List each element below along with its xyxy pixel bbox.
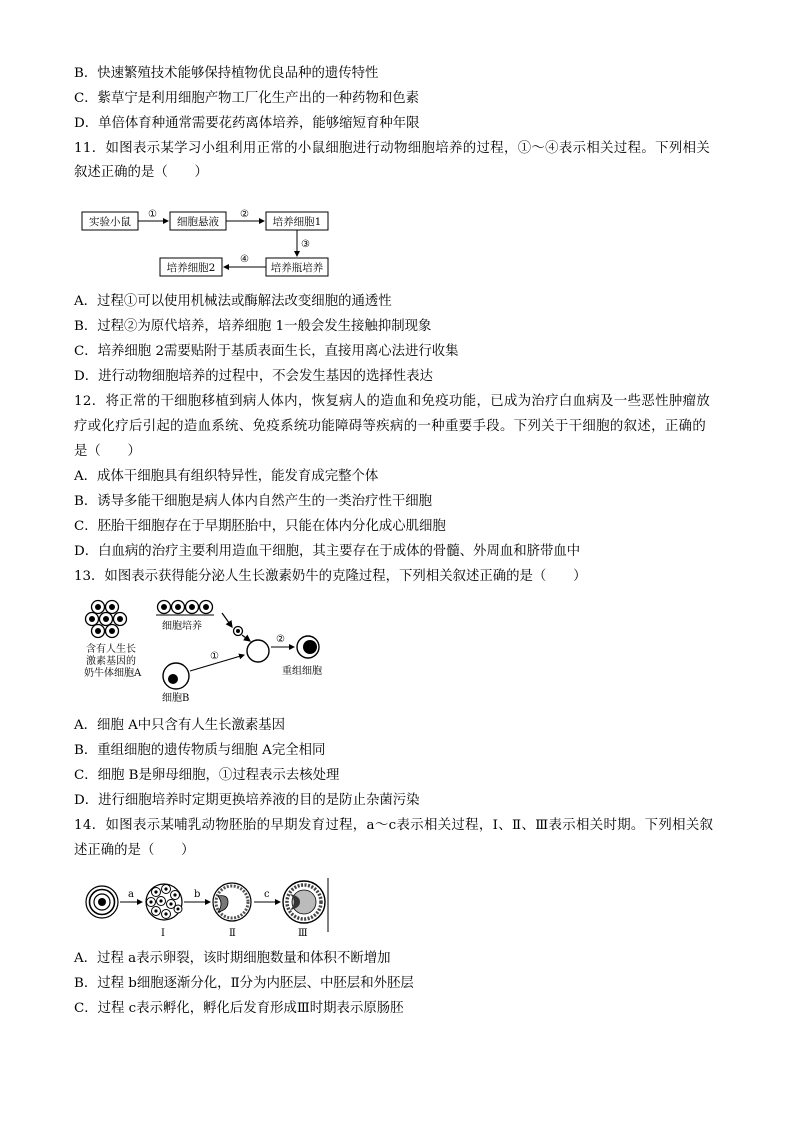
q13-transfer-arrow	[222, 613, 232, 627]
q12-option-a: A．成体干细胞具有组织特异性，能发育成完整个体	[74, 469, 379, 484]
q11-box-culture1-label: 培养细胞1	[272, 216, 322, 228]
q10-option-c: C．紫草宁是利用细胞产物工厂化生产出的一种药物和色素	[74, 91, 420, 106]
q12-stem-line2: 疗或化疗后引起的造血系统、免疫系统功能障碍等疾病的一种重要手段。下列关于干细胞的叙述，正确的	[74, 419, 707, 434]
q13-recombined-nucleus	[303, 640, 317, 654]
q14-gastrula	[283, 881, 325, 923]
q11-figure	[80, 198, 330, 280]
q14-figure	[82, 874, 330, 940]
q13-cell-b-nucleus	[168, 674, 178, 684]
q13-cell-a-label-1: 含有人生长	[86, 644, 136, 655]
q11-step2: ②	[240, 209, 249, 220]
q12-option-b: B．诱导多能干细胞是病人体内自然产生的一类治疗性干细胞	[74, 494, 432, 509]
q14-stage-2: Ⅱ	[229, 928, 236, 939]
q11-option-d: D．进行动物细胞培养的过程中，不会发生基因的选择性表达	[74, 369, 433, 384]
q11-step4: ④	[240, 254, 249, 265]
q13-option-b: B．重组细胞的遗传物质与细胞 A完全相同	[74, 743, 326, 758]
q13-option-d: D．进行细胞培养时定期更换培养液的目的是防止杂菌污染	[74, 793, 420, 808]
q12-option-c: C．胚胎干细胞存在于早期胚胎中，只能在体内分化成心肌细胞	[74, 519, 446, 534]
q13-figure	[82, 597, 330, 707]
q13-donor-nucleus	[236, 629, 240, 633]
q14-stem-line2: 述正确的是（ ）	[74, 843, 195, 858]
q14-stage-3: Ⅲ	[298, 928, 308, 939]
q14-morula	[146, 884, 182, 920]
q13-cell-cluster-a	[86, 601, 127, 638]
q14-option-c: C．过程 c表示孵化，孵化后发育形成Ⅲ时期表示原肠胚	[74, 1001, 404, 1016]
q11-box-flask-label: 培养瓶培养	[270, 262, 324, 274]
q12-stem-line3: 是（ ）	[74, 444, 141, 459]
q14-option-a: A．过程 a表示卵裂，该时期细胞数量和体积不断增加	[74, 951, 391, 966]
q13-cell-a-label-3: 奶牛体细胞A	[84, 668, 142, 679]
q13-inject-arrow	[242, 635, 250, 641]
q14-label-b: b	[194, 889, 201, 900]
q14-zygote	[86, 886, 118, 918]
q14-stage-1: Ⅰ	[161, 928, 165, 939]
q13-step2: ②	[276, 634, 285, 645]
q13-culture-label: 细胞培养	[162, 621, 202, 632]
q12-option-d: D．白血病的治疗主要利用造血干细胞，其主要存在于成体的骨髓、外周血和脐带血中	[74, 544, 581, 559]
q11-step3: ③	[301, 239, 310, 250]
q14-blastocyst	[213, 883, 251, 921]
q14-label-c: c	[264, 889, 270, 900]
q12-stem-line1: 12．将正常的干细胞移植到病人体内，恢复病人的造血和免疫功能，已成为治疗白血病及一些恶性肿瘤放	[74, 394, 711, 409]
q13-cell-b-label: 细胞B	[162, 693, 190, 704]
q13-option-c: C．细胞 B是卵母细胞，①过程表示去核处理	[74, 768, 340, 783]
q11-stem-line2: 叙述正确的是（ ）	[74, 165, 208, 180]
q13-enucleated-egg	[247, 640, 269, 662]
q11-stem-line1: 11．如图表示某学习小组利用正常的小鼠细胞进行动物细胞培养的过程，①～④表示相关过程。下列相关	[74, 141, 711, 156]
q10-option-b: B．快速繁殖技术能够保持植物优良品种的遗传特性	[74, 66, 379, 81]
q14-option-b: B．过程 b细胞逐渐分化，Ⅱ分为内胚层、中胚层和外胚层	[74, 976, 414, 991]
q11-box-suspension-label: 细胞悬液	[177, 216, 219, 228]
q13-recombined-label: 重组细胞	[282, 666, 322, 677]
q11-option-a: A．过程①可以使用机械法或酶解法改变细胞的通透性	[74, 294, 392, 309]
q14-label-a: a	[128, 889, 134, 900]
q13-stem: 13．如图表示获得能分泌人生长激素奶牛的克隆过程，下列相关叙述正确的是（ ）	[74, 569, 587, 584]
q14-stem-line1: 14．如图表示某哺乳动物胚胎的早期发育过程，a～c表示相关过程，Ⅰ、Ⅱ、Ⅲ表示相关时期。下列相关叙	[74, 818, 714, 833]
q11-box-culture2-label: 培养细胞2	[166, 262, 216, 274]
q11-option-c: C．培养细胞 2需要贴附于基质表面生长，直接用离心法进行收集	[74, 344, 459, 359]
q13-cell-a-label-2: 激素基因的	[86, 656, 136, 667]
q13-culture-row	[156, 601, 214, 616]
q11-box-mouse-label: 实验小鼠	[89, 216, 131, 228]
q10-option-d: D．单倍体育种通常需要花药离体培养，能够缩短育种年限	[74, 116, 420, 131]
q11-option-b: B．过程②为原代培养，培养细胞 1一般会发生接触抑制现象	[74, 319, 432, 334]
q13-step1: ①	[210, 651, 219, 662]
q11-step1: ①	[148, 209, 157, 220]
q13-option-a: A．细胞 A中只含有人生长激素基因	[74, 718, 286, 733]
